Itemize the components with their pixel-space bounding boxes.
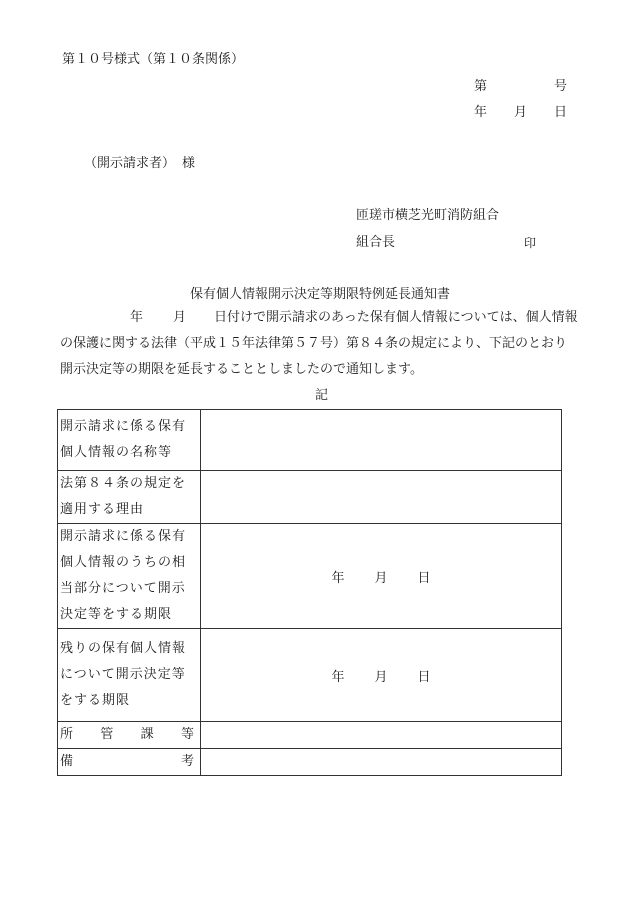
body-month: 月: [173, 310, 187, 325]
partial-deadline-day: 日: [417, 570, 431, 586]
body-line3: 開示決定等の期限を延長することとしましたので通知します。: [60, 362, 423, 377]
remaining-deadline-year: 年: [331, 669, 345, 685]
body-line2: の保護に関する法律（平成１５年法律第５７号）第８４条の規定により、下記のとおり: [60, 336, 568, 351]
body-line1: 日付けで開示請求のあった保有個人情報については、個人情報: [214, 310, 578, 325]
document-title: 保有個人情報開示決定等期限特例延長通知書: [190, 287, 451, 302]
row-label-remarks: 備 考: [58, 749, 201, 776]
seal-mark: 印: [524, 236, 537, 250]
row-value-remarks[interactable]: [201, 749, 562, 776]
sender-title: 組合長: [356, 235, 396, 250]
row-value-name[interactable]: [201, 410, 562, 471]
remaining-deadline-day: 日: [417, 669, 431, 685]
document-number-suffix: 号: [554, 79, 568, 94]
table-row: [58, 471, 562, 524]
row-label-reason: 法第８４条の規定を 適用する理由: [58, 471, 201, 524]
recipient-name: （開示請求者）: [84, 156, 176, 171]
remaining-deadline-month: 月: [374, 669, 388, 685]
form-number: 第１０号様式（第１０条関係）: [62, 52, 245, 67]
row-value-reason[interactable]: [201, 471, 562, 524]
table-row: [58, 749, 562, 776]
table-row: [58, 410, 562, 471]
header-date-month: 月: [514, 105, 528, 120]
sender-organization: 匝瑳市横芝光町消防組合: [356, 208, 500, 223]
table-row: [58, 722, 562, 749]
table-row: [58, 524, 562, 629]
partial-deadline-year: 年: [331, 570, 345, 586]
ki-label: 記: [315, 388, 329, 403]
row-label-partial-deadline: 開示請求に係る保有 個人情報のうちの相 当部分について開示 決定等をする期限: [58, 524, 201, 629]
partial-deadline-month: 月: [374, 570, 388, 586]
recipient-honorific: 様: [182, 156, 196, 171]
row-label-name: 開示請求に係る保有 個人情報の名称等: [58, 410, 201, 471]
row-value-partial-deadline[interactable]: [201, 524, 562, 629]
table-row: [58, 629, 562, 722]
row-label-department: 所 管 課 等: [58, 722, 201, 749]
row-label-remaining-deadline: 残りの保有個人情報 について開示決定等 をする期限: [58, 629, 201, 722]
details-table: [57, 409, 562, 776]
row-value-remaining-deadline[interactable]: [201, 629, 562, 722]
body-paragraph: [60, 305, 600, 383]
header-date-day: 日: [554, 105, 568, 120]
header-date-year: 年: [474, 105, 488, 120]
body-year: 年: [130, 310, 144, 325]
document-number-prefix: 第: [474, 79, 488, 94]
row-value-department[interactable]: [201, 722, 562, 749]
